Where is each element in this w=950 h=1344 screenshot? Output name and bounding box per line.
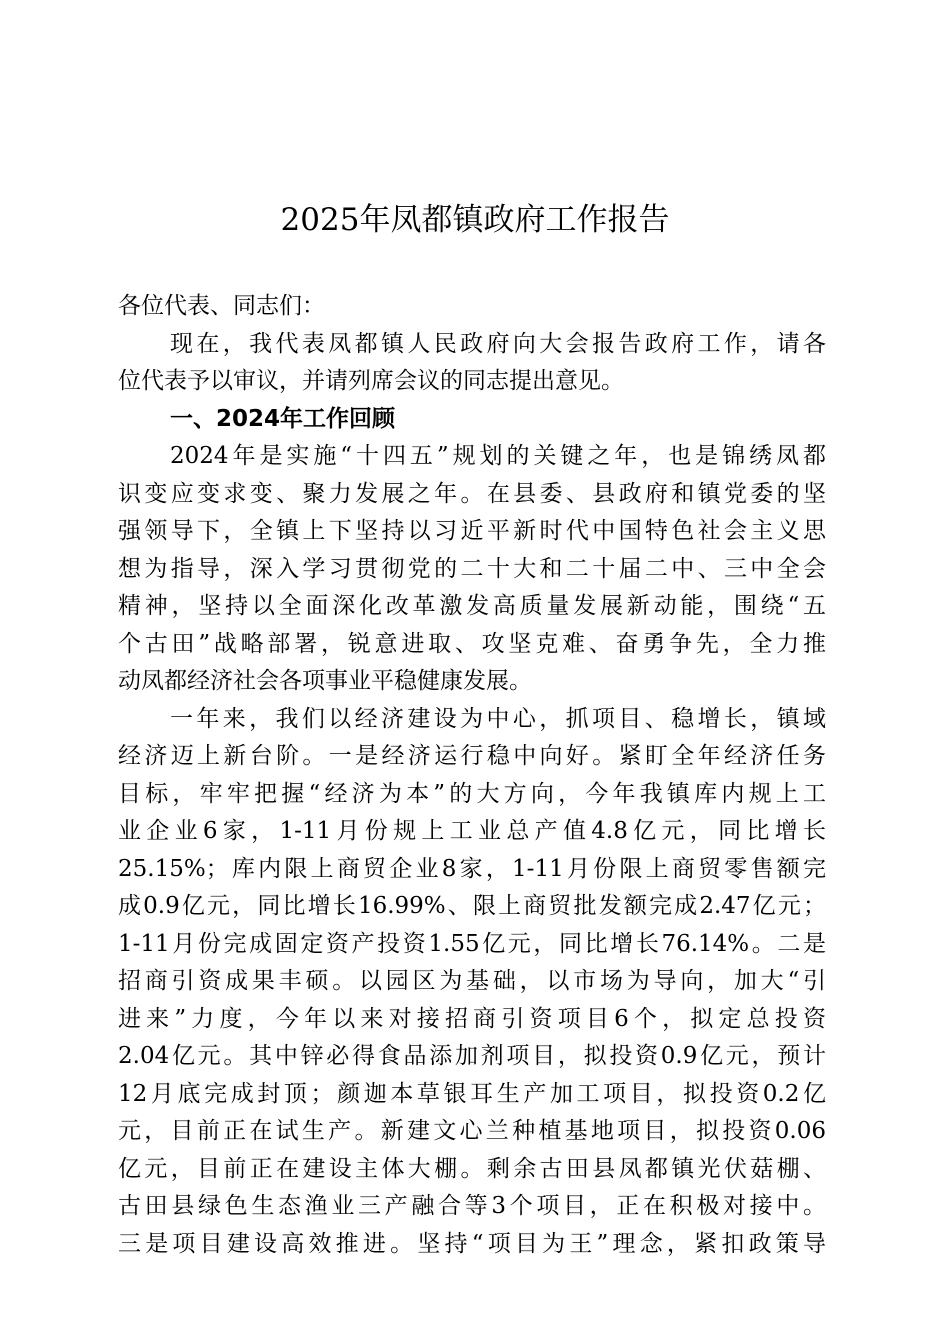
paragraph-line: 精神，坚持以全面深化改革激发高质量发展新动能，围绕“五 [118,593,826,619]
paragraph-line: 招商引资成果丰硕。以园区为基础，以市场为导向，加大“引 [118,968,826,994]
paragraph-line: 亿元，目前正在建设主体大棚。剩余古田县凤都镇光伏菇棚、 [118,1155,826,1182]
document-title: 2025年凤都镇政府工作报告 [280,202,670,238]
paragraph-line: 2.04亿元。其中锌必得食品添加剂项目，拟投资0.9亿元，预计 [118,1043,826,1069]
paragraph-line: 经济迈上新台阶。一是经济运行稳中向好。紧盯全年经济任务 [118,743,826,769]
paragraph-line: 2024年是实施“十四五”规划的关键之年，也是锦绣凤都 [170,443,826,469]
paragraph-line: 个古田”战略部署，锐意进取、攻坚克难、奋勇争先，全力推 [118,630,826,657]
paragraph-line: 动凤都经济社会各项事业平稳健康发展。 [118,668,532,694]
paragraph-line: 想为指导，深入学习贯彻党的二十大和二十届二中、三中全会 [118,555,826,582]
document-body [118,288,826,1263]
paragraph-line: 古田县绿色生态渔业三产融合等3个项目，正在积极对接中。 [118,1193,826,1219]
paragraph-line: 三是项目建设高效推进。坚持“项目为王”理念，紧扣政策导 [118,1230,826,1257]
paragraph-line: 元，目前正在试生产。新建文心兰种植基地项目，拟投资0.06 [118,1118,826,1144]
intro-line: 现在，我代表凤都镇人民政府向大会报告政府工作，请各 [170,330,826,357]
paragraph-line: 1-11月份完成固定资产投资1.55亿元，同比增长76.14%。二是 [118,930,826,957]
paragraph-line: 一年来，我们以经济建设为中心，抓项目、稳增长，镇域 [170,705,826,732]
paragraph-line: 识变应变求变、聚力发展之年。在县委、县政府和镇党委的坚 [118,480,826,507]
section-heading: 一、2024年工作回顾 [170,405,396,432]
salutation: 各位代表、同志们： [118,293,325,319]
paragraph-line: 目标，牢牢把握“经济为本”的大方向，今年我镇库内规上工 [118,780,826,807]
paragraph-line: 12月底完成封顶；颜迦本草银耳生产加工项目，拟投资0.2亿 [118,1080,826,1107]
paragraph-line: 进来”力度，今年以来对接招商引资项目6个，拟定总投资 [118,1005,826,1032]
paragraph-line: 业企业6家，1-11月份规上工业总产值4.8亿元，同比增长 [118,818,826,844]
paragraph-line: 25.15%；库内限上商贸企业8家，1-11月份限上商贸零售额完 [118,855,826,882]
intro-line: 位代表予以审议，并请列席会议的同志提出意见。 [118,368,624,394]
paragraph-line: 成0.9亿元，同比增长16.99%、限上商贸批发额完成2.47亿元； [118,893,826,919]
paragraph-line: 强领导下，全镇上下坚持以习近平新时代中国特色社会主义思 [118,518,826,544]
